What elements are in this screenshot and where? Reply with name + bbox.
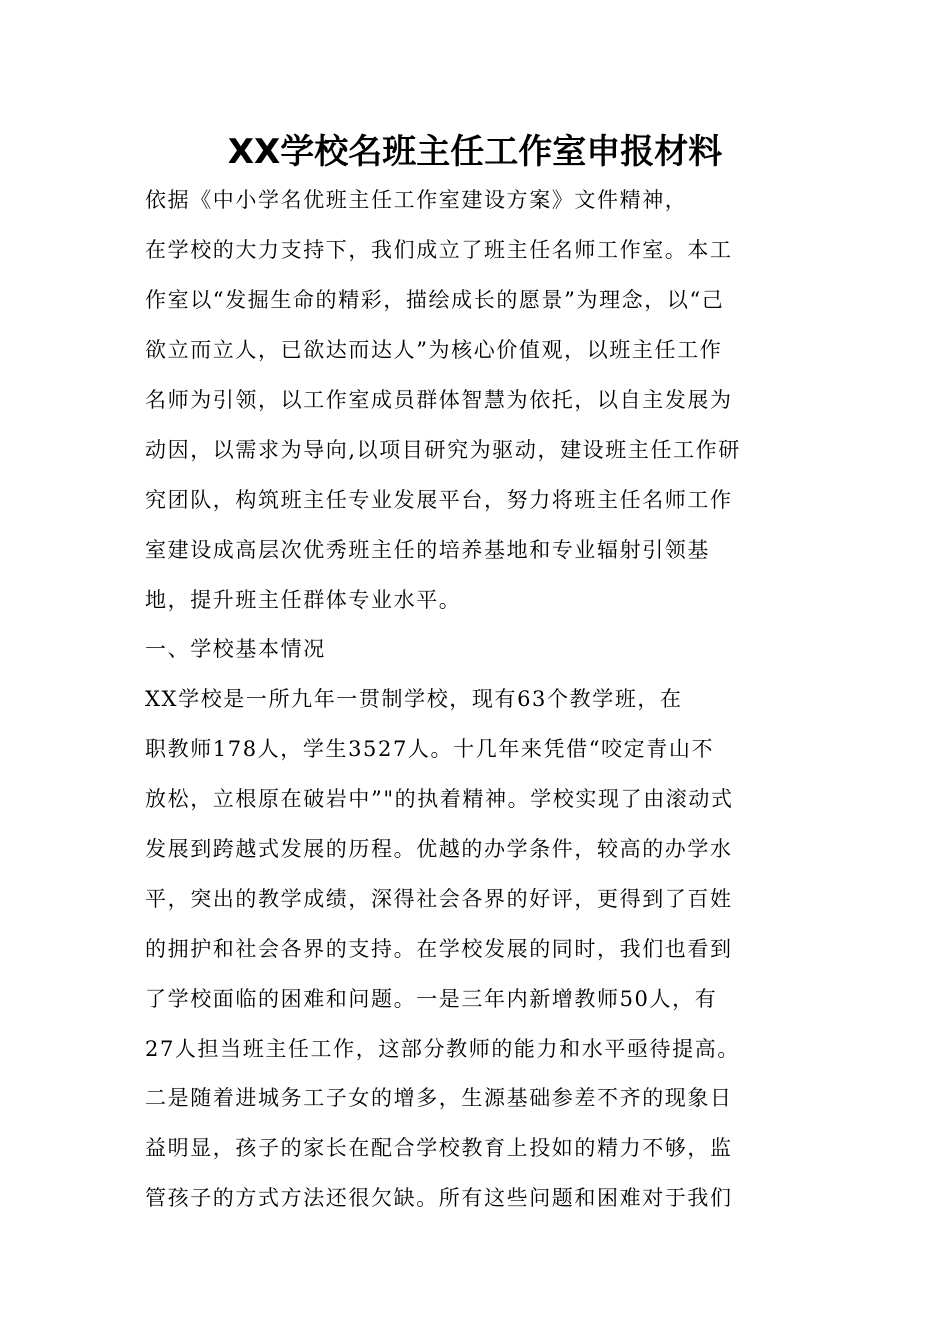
paragraph-line: 益明显，孩子的家长在配合学校教育上投如的精力不够，监 bbox=[145, 1136, 733, 1160]
paragraph-line: 在学校的大力支持下，我们成立了班主任名师工作室。本工 bbox=[145, 238, 733, 262]
paragraph-line: 管孩子的方式方法还很欠缺。所有这些问题和困难对于我们 bbox=[145, 1186, 733, 1210]
paragraph-line: 名师为引领，以工作室成员群体智慧为依托，以自主发展为 bbox=[145, 388, 733, 412]
paragraph-line: 平，突出的教学成绩，深得社会各界的好评，更得到了百姓 bbox=[145, 887, 733, 911]
paragraph-line: 欲立而立人，已欲达而达人”为核心价值观，以班主任工作 bbox=[145, 338, 723, 362]
paragraph-line: 职教师178人，学生3527人。十几年来凭借“咬定青山不 bbox=[145, 737, 715, 761]
document-title: XX学校名班主任工作室申报材料 bbox=[227, 132, 723, 172]
paragraph-line: 作室以“发掘生命的精彩，描绘成长的愿景”为理念，以“己 bbox=[145, 288, 725, 312]
paragraph-line: 依据《中小学名优班主任工作室建设方案》文件精神， bbox=[145, 188, 688, 212]
section-heading: 一、学校基本情况 bbox=[145, 637, 326, 661]
paragraph-line: 究团队，构筑班主任专业发展平台，努力将班主任名师工作 bbox=[145, 488, 733, 512]
paragraph-line: 27人担当班主任工作，这部分教师的能力和水平亟待提高。 bbox=[145, 1037, 740, 1061]
paragraph-line: 了学校面临的困难和问题。一是三年内新增教师50人，有 bbox=[145, 987, 718, 1011]
paragraph-line: XX学校是一所九年一贯制学校，现有63个教学班，在 bbox=[145, 687, 683, 711]
paragraph-line: 的拥护和社会各界的支持。在学校发展的同时，我们也看到 bbox=[145, 937, 733, 961]
paragraph-line: 地，提升班主任群体专业水平。 bbox=[145, 588, 462, 612]
paragraph-line: 二是随着进城务工子女的增多，生源基础参差不齐的现象日 bbox=[145, 1086, 733, 1110]
paragraph-line: 发展到跨越式发展的历程。优越的办学条件，较高的办学水 bbox=[145, 837, 733, 861]
paragraph-line: 放松，立根原在破岩中”"的执着精神。学校实现了由滚动式 bbox=[145, 787, 734, 811]
paragraph-line: 动因，以需求为导向,以项目研究为驱动，建设班主任工作研 bbox=[145, 438, 741, 462]
paragraph-line: 室建设成高层次优秀班主任的培养基地和专业辐射引领基 bbox=[145, 538, 710, 562]
